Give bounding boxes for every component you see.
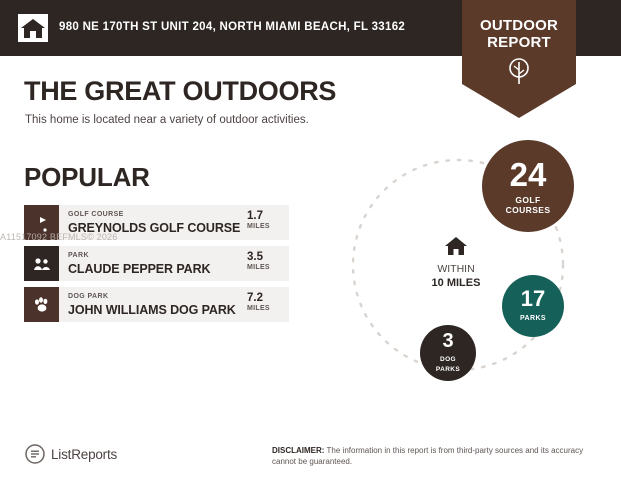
list-item-distance	[247, 210, 281, 231]
footer-logo[interactable]	[25, 444, 117, 464]
banner-title-line2: REPORT	[487, 34, 551, 51]
tree-icon	[508, 58, 530, 86]
page-subtitle: This home is located near a variety of outdoor activities.	[25, 114, 309, 126]
miles-label: 10 MILES	[431, 277, 481, 289]
list-item	[24, 287, 289, 322]
parks-label: PARKS	[520, 315, 546, 322]
golf-courses-label	[506, 195, 551, 215]
dog-parks-label	[436, 355, 460, 375]
list-item-category: DOG PARK	[68, 293, 109, 300]
home-icon	[18, 14, 48, 42]
golf-courses-label-line2: COURSES	[505, 204, 551, 215]
within-label: WITHIN	[437, 263, 475, 275]
mls-watermark: A11517092 BEFMLS© 2026	[0, 232, 118, 242]
disclaimer-text: The information in this report is from third-party sources and its accuracy cannot be guaranteed.	[272, 446, 584, 466]
list-item-category: PARK	[68, 252, 89, 259]
list-item	[24, 246, 289, 281]
dog-parks-label-line1: DOG	[439, 356, 456, 363]
dog-parks-bubble	[420, 325, 476, 381]
list-item-name: GREYNOLDS GOLF COURSE	[68, 221, 241, 235]
property-address: 980 NE 170TH ST UNIT 204, NORTH MIAMI BEACH, FL 33162	[59, 21, 406, 33]
diagram-center	[406, 235, 506, 290]
list-item-distance-value: 3.5	[247, 251, 263, 263]
list-item-name: CLAUDE PEPPER PARK	[68, 262, 211, 276]
popular-heading: POPULAR	[24, 162, 150, 192]
list-item-distance-unit: MILES	[247, 223, 270, 230]
park-icon	[24, 246, 59, 281]
disclaimer	[272, 445, 597, 467]
outdoor-report-banner	[462, 0, 576, 118]
within-10-miles-diagram	[350, 130, 610, 420]
list-item-distance-value: 7.2	[247, 292, 263, 304]
golf-courses-label-line1: GOLF	[515, 194, 541, 205]
parks-bubble	[502, 275, 564, 337]
banner-title	[462, 17, 576, 51]
banner-title-line1: OUTDOOR	[479, 17, 559, 34]
list-reports-logo-text: ListReports	[51, 446, 118, 462]
golf-courses-bubble	[482, 140, 574, 232]
golf-courses-count: 24	[509, 155, 547, 193]
list-reports-logo-icon	[25, 444, 45, 464]
parks-count: 17	[520, 286, 546, 311]
list-item-name: JOHN WILLIAMS DOG PARK	[68, 303, 236, 317]
dog-parks-count: 3	[442, 330, 454, 352]
list-item-distance	[247, 251, 281, 272]
popular-list	[24, 205, 289, 328]
list-item-distance	[247, 292, 281, 313]
paw-icon	[24, 287, 59, 322]
list-item-distance-unit: MILES	[247, 264, 270, 271]
list-item-distance-value: 1.7	[247, 210, 263, 222]
home-icon	[444, 235, 468, 257]
list-item-category: GOLF COURSE	[68, 211, 124, 218]
list-item-distance-unit: MILES	[247, 305, 270, 312]
dog-parks-label-line2: PARKS	[435, 366, 461, 373]
page-title: THE GREAT OUTDOORS	[24, 76, 337, 106]
disclaimer-label: DISCLAIMER:	[272, 446, 325, 455]
